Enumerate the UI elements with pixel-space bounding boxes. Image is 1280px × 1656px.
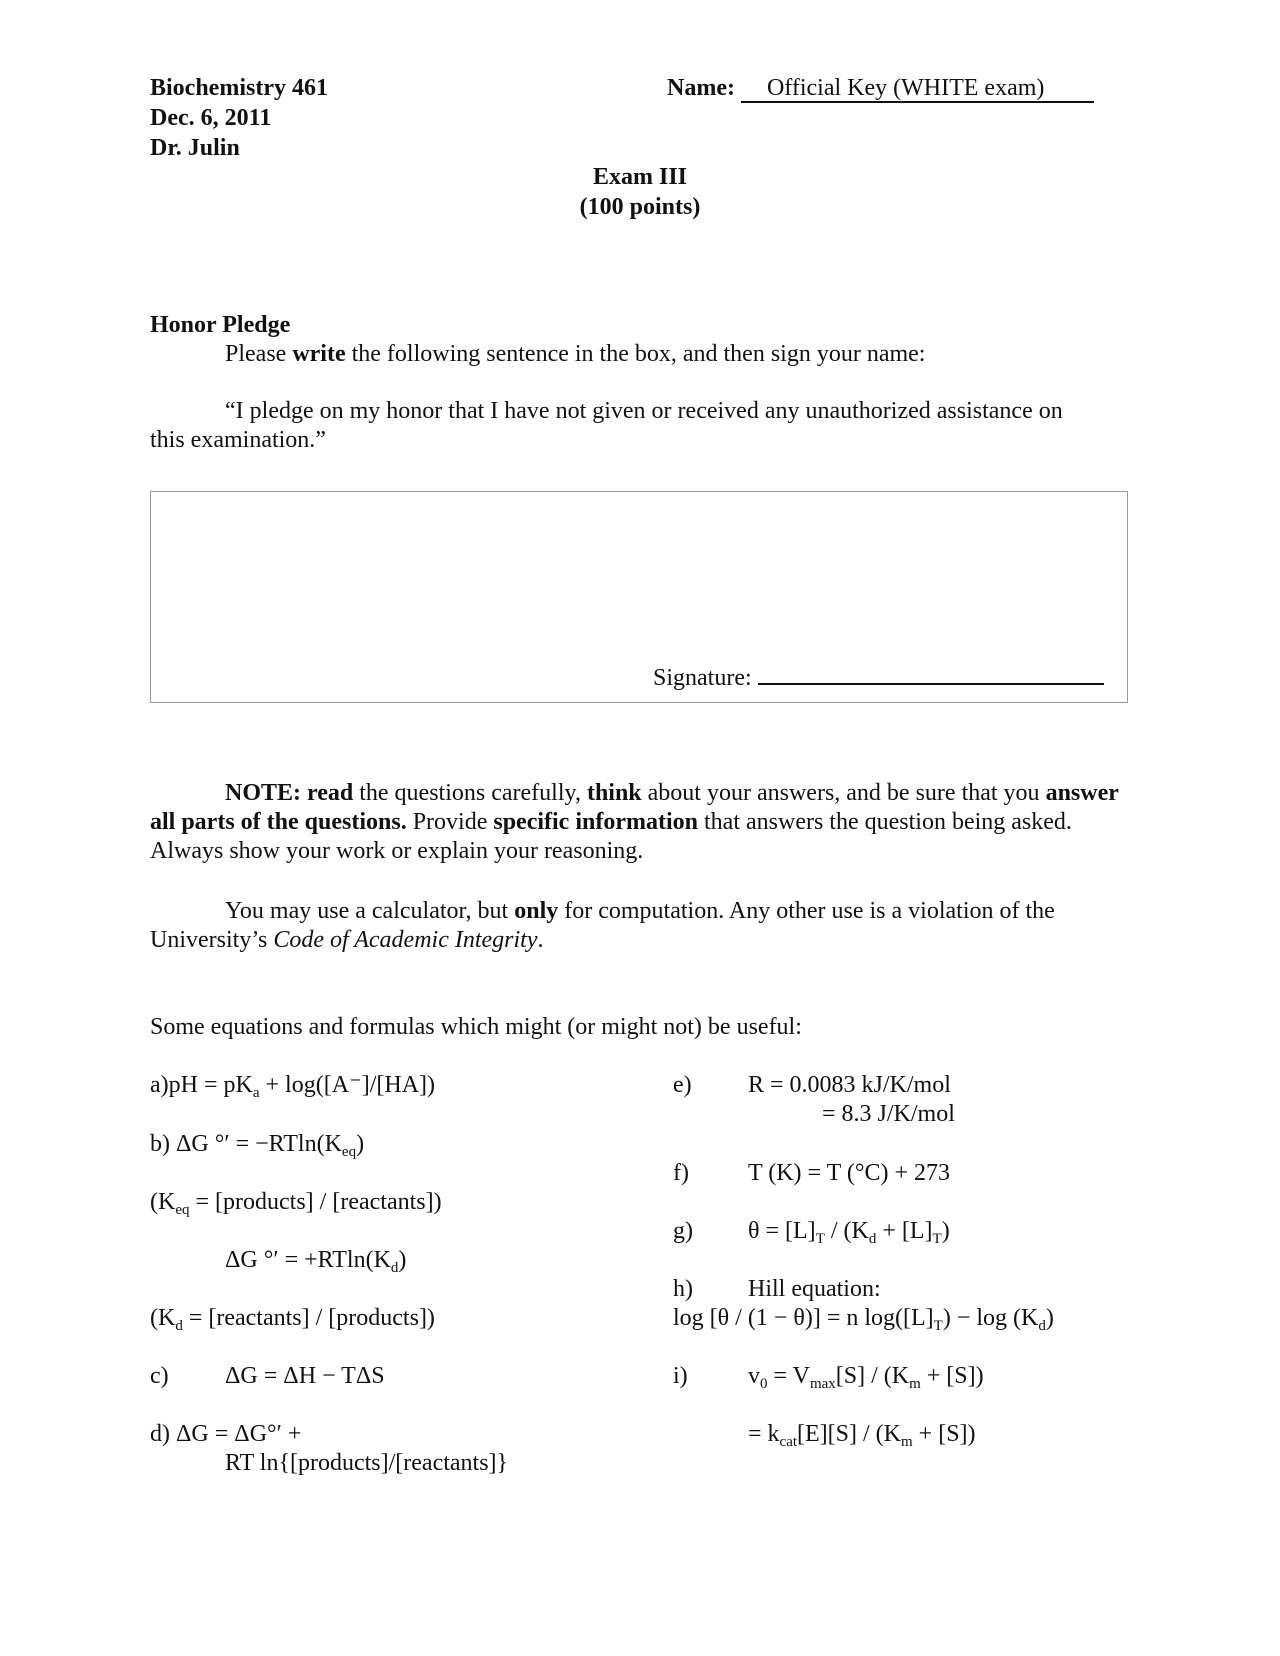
- equation-e2: = 8.3 J/K/mol: [822, 1101, 955, 1127]
- equation-c-label: c): [150, 1363, 169, 1389]
- equation-g: $\theta = [L]_T / (K_d + [L]_T)$: [748, 1218, 950, 1247]
- pledge-quote: “I pledge on my honor that I have not given or received any unauthorized assistance on this examination.”: [150, 398, 1063, 453]
- equation-i: $v_0 = V_{max}[S] / (K_m + [S])$: [748, 1363, 984, 1392]
- equations-intro: Some equations and formulas which might (or might not) be useful:: [150, 1014, 802, 1040]
- equation-g-label: g): [673, 1218, 693, 1244]
- equation-e-label: e): [673, 1072, 692, 1098]
- equation-c: ΔG = ΔH − TΔS: [225, 1363, 385, 1389]
- exam-title: Exam III: [592, 164, 688, 190]
- equation-i2: = $k_{cat}[E][S] / (K_m + [S])$: [748, 1421, 976, 1450]
- signature-label: Signature:: [653, 665, 752, 691]
- signature-row[interactable]: [653, 661, 1104, 693]
- name-value: Official Key (WHITE exam): [741, 75, 1094, 103]
- pledge-instructions: Please write the following sentence in the box, and then sign your name:: [225, 341, 926, 367]
- name-label: Name:: [667, 75, 735, 101]
- calculator-paragraph: You may use a calculator, but only for computation. Any other use is a violation of the University’s Code of Academic Integrity.: [150, 898, 1055, 953]
- equation-e: R = 0.0083 kJ/K/mol: [748, 1072, 951, 1098]
- course-title: Biochemistry 461: [150, 75, 328, 101]
- equation-i-label: i): [673, 1363, 688, 1389]
- equation-b: b) ΔG °′ = $-RTln(K_{eq})$: [150, 1131, 365, 1160]
- equation-f: T (K) = T (°C) + 273: [748, 1160, 950, 1186]
- equation-d: d) ΔG = ΔG°′ +: [150, 1421, 302, 1447]
- equation-h: Hill equation:: [748, 1276, 881, 1302]
- equation-a: $a)pH = pK_a + \log([A^-]/[HA])$: [150, 1072, 436, 1101]
- note-paragraph: NOTE: read the questions carefully, think about your answers, and be sure that you answer all parts of the questions. Provide specific information that answers the question being asked. Always show your work or explain your reasoning.: [150, 780, 1119, 864]
- name-field: [667, 73, 1094, 103]
- instructor-name: Dr. Julin: [150, 135, 240, 161]
- equation-h-label: h): [673, 1276, 693, 1302]
- equation-b2: ΔG °′ = $+RTln(K_d)$: [225, 1247, 407, 1276]
- honor-pledge-heading: Honor Pledge: [150, 312, 291, 338]
- exam-date: Dec. 6, 2011: [150, 105, 272, 131]
- equation-h2: log [θ / (1 − θ)] = n $\log([L]_T) - \log (K_d)$: [673, 1305, 1054, 1334]
- equation-kd: ($K_d$ = [reactants] / [products]): [150, 1305, 435, 1334]
- exam-points: (100 points): [579, 194, 701, 220]
- equation-keq: ($K_{eq}$ = [products] / [reactants]): [150, 1189, 442, 1218]
- signature-line[interactable]: [758, 661, 1104, 685]
- equation-d2: RT ln{[products]/[reactants]}: [225, 1450, 509, 1476]
- equation-f-label: f): [673, 1160, 689, 1186]
